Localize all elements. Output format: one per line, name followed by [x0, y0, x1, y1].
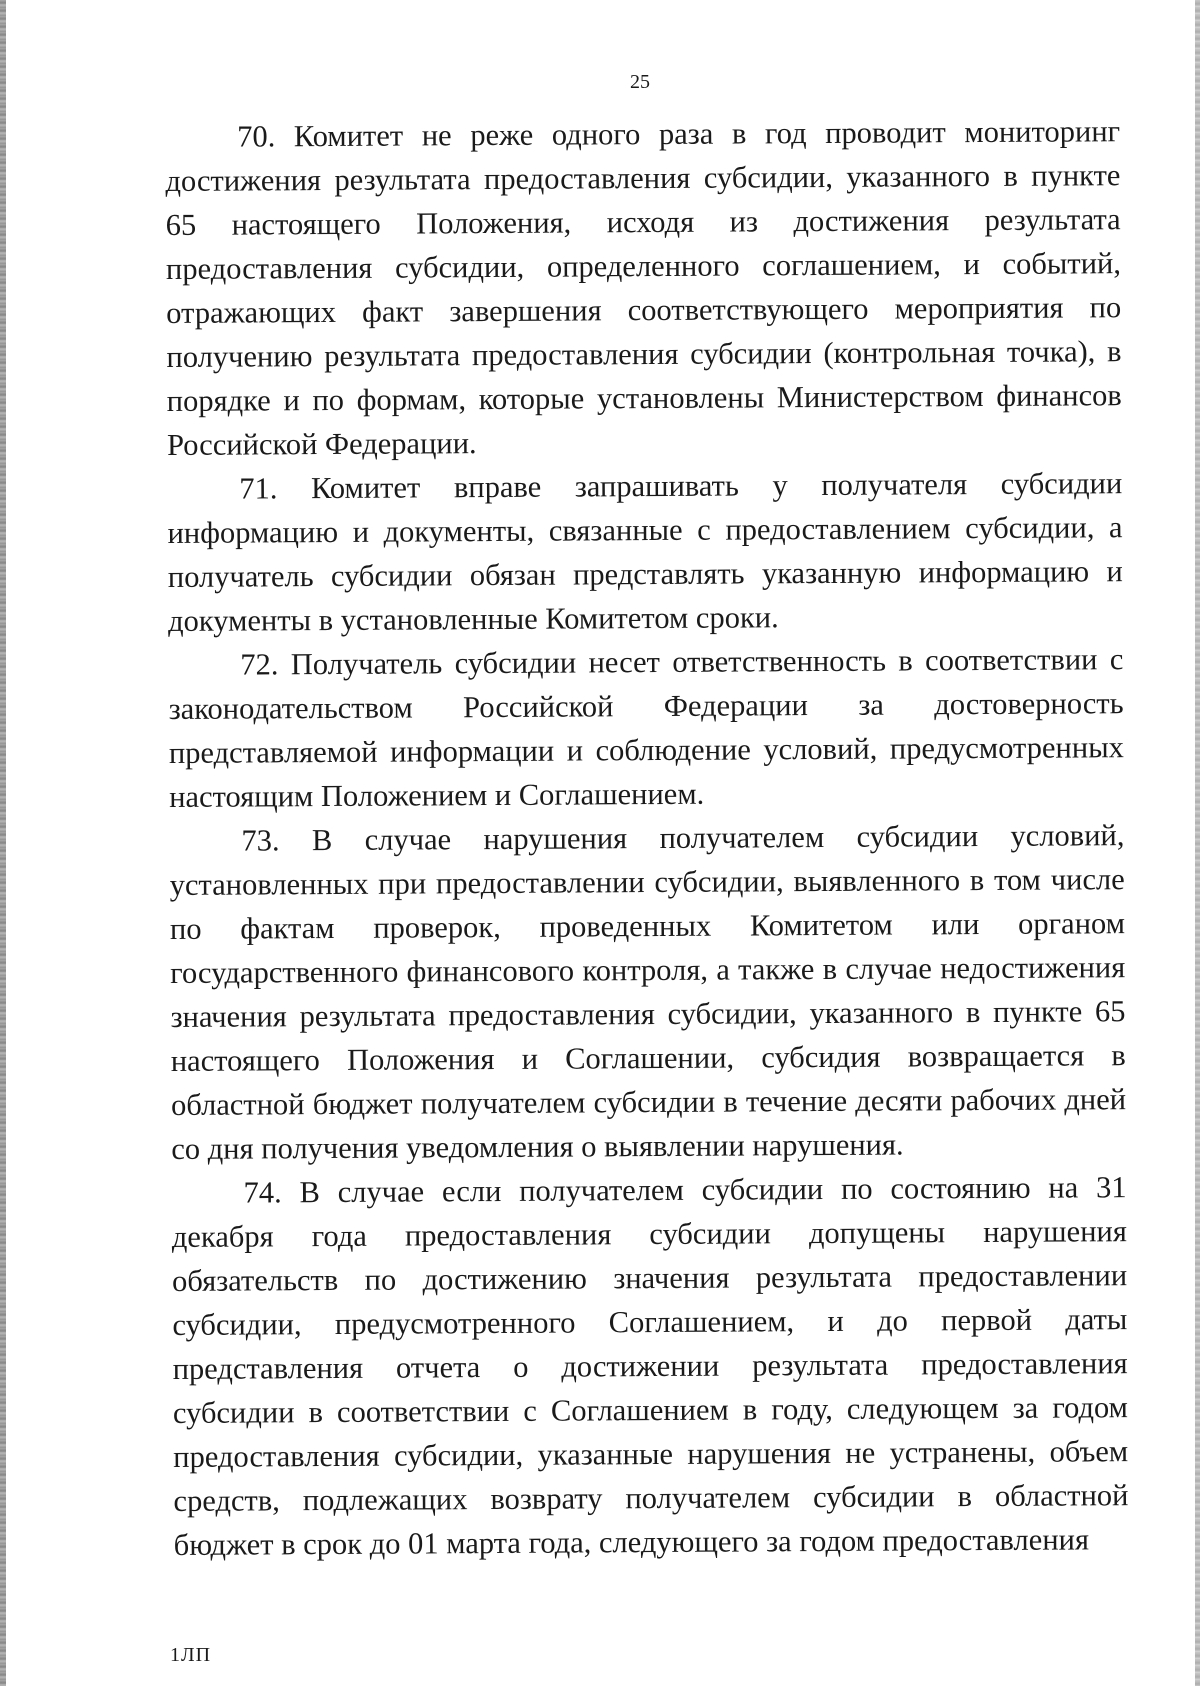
scan-edge-left	[0, 0, 6, 1686]
document-body	[165, 109, 1129, 1567]
footer-code: 1ЛП	[170, 1644, 212, 1666]
paragraph-74: 74. В случае если получателем субсидии по состоянию на 31 декабря года предоставления субсидии допущены нарушения обязательств по достижению значения результата предоставлении субсидии, предусмотренного Соглашением, и до первой даты представления отчета о достижении результата предоставления субсидии в соответствии с Соглашением в году, следующем за годом предоставления субсидии, указанные нарушения не устранены, объем средств, подлежащих возврату получателем субсидии в областной бюджет в срок до 01 марта года, следующего за годом предоставления	[171, 1170, 1129, 1562]
paragraph-70: 70. Комитет не реже одного раза в год проводит мониторинг достижения результата предоставления субсидии, указанного в пункте 65 настоящего Положения, исходя из достижения результата предоставления субсидии, определенного соглашением, и событий, отражающих факт завершения соответствующего мероприятия по получению результата предоставления субсидии (контрольная точка), в порядке и по формам, которые установлены Министерством финансов Российской Федерации.	[165, 114, 1122, 462]
scan-edge-right	[1195, 0, 1200, 1686]
page-number: 25	[630, 71, 650, 93]
paragraph-73: 73. В случае нарушения получателем субсидии условий, установленных при предоставлении субсидии, выявленного в том числе по фактам проверок, проведенных Комитетом или органом государственного финансового контроля, а также в случае недостижения значения результата предоставления субсидии, указанного в пункте 65 настоящего Положения и Соглашении, субсидия возвращается в областной бюджет получателем субсидии в течение десяти рабочих дней со дня получения уведомления о выявлении нарушения.	[169, 818, 1127, 1166]
paragraph-71: 71. Комитет вправе запрашивать у получателя субсидии информацию и документы, связанные с предоставлением субсидии, а получатель субсидии обязан представлять указанную информацию и документы в установленные Комитетом сроки.	[167, 466, 1123, 638]
paragraph-72: 72. Получатель субсидии несет ответственность в соответствии с законодательством Российской Федерации за достоверность представляемой информации и соблюдение условий, предусмотренных настоящим Положением и Соглашением.	[168, 642, 1124, 814]
